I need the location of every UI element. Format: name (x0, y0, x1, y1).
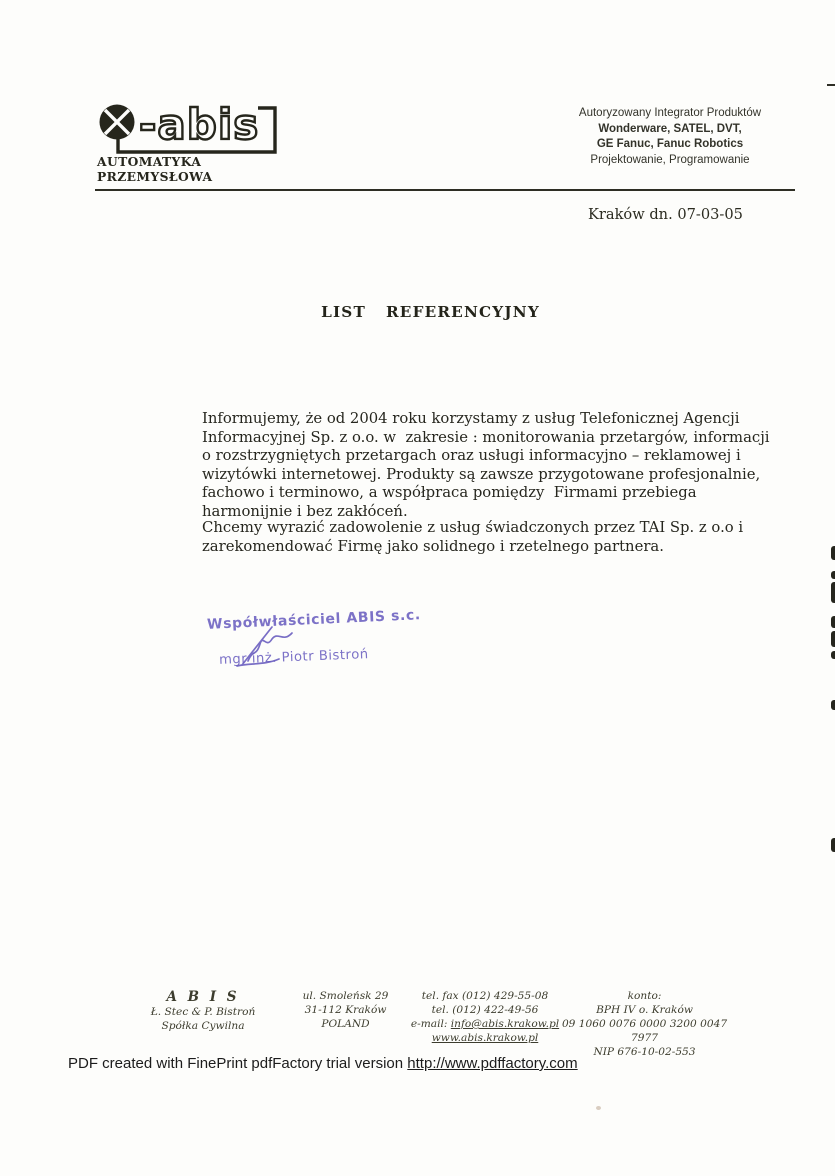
footer-nip: NIP 676-10-02-553 (593, 1046, 696, 1058)
title-word: REFERENCYJNY (385, 303, 540, 321)
logo-caption: AUTOMATYKA PRZEMYSŁOWA (97, 154, 213, 184)
title-word: LIST (321, 303, 366, 321)
footer-email-link[interactable]: info@abis.krakow.pl (450, 1018, 560, 1030)
scan-artifact (831, 651, 835, 659)
footer-city: 31-112 Kraków (304, 1004, 387, 1016)
footer-street: ul. Smoleńsk 29 (302, 990, 389, 1002)
letterhead-line: Autoryzowany Integrator Produktów (578, 107, 762, 119)
abis-logo (95, 98, 285, 158)
logo-wordmark: -abis (139, 100, 260, 149)
body-line: Informujemy, że od 2004 roku korzystamy z usług Telefonicznej Agencji (202, 410, 740, 427)
body-line: Informacyjnej Sp. z o.o. w zakresie : monitorowania przetargów, informacji (202, 428, 770, 446)
letterhead-line: GE Fanuc, Fanuc Robotics (596, 138, 744, 150)
letterhead-line: Wonderware, SATEL, DVT, (598, 122, 742, 135)
pdffactory-link[interactable]: http://www.pdffactory.com (407, 1055, 578, 1072)
stamp-signatory-name: mgr inż. Piotr Bistroń (218, 647, 369, 668)
footer-bank-column (552, 989, 737, 1059)
footer-telfax: tel. fax (012) 429-55-08 (421, 990, 549, 1002)
letter-title (0, 303, 835, 321)
footer-address-column (283, 989, 408, 1031)
stamp-title: Współwłaściciel ABIS s.c. (206, 607, 422, 633)
circle-x-icon (100, 105, 135, 140)
body-line: o rozstrzygniętych przetargach oraz usługi informacyjno – reklamowej i (202, 447, 741, 465)
footer-email-label: e-mail: (410, 1018, 451, 1030)
footer-bank-name: BPH IV o. Kraków (596, 1004, 693, 1016)
letterhead-right-block (540, 106, 800, 168)
scan-artifact (831, 616, 835, 628)
body-paragraph-2 (202, 519, 744, 556)
footer-tel: tel. (012) 422-49-56 (431, 1004, 539, 1016)
footer-contact-column (405, 989, 565, 1045)
body-line: zarekomendować Firmę jako solidnego i rzetelnego partnera. (202, 537, 664, 555)
body-line: Chcemy wyrazić zadowolenie z usług świadczonych przez TAI Sp. z o.o i (202, 519, 744, 536)
footer-company-type: Spółka Cywilna (161, 1020, 245, 1032)
footer-company-name: A B I S (166, 989, 240, 1005)
scan-artifact (596, 1106, 601, 1110)
body-line: fachowo i terminowo, a współpraca pomiędzy Firmami przebiega (202, 484, 697, 502)
body-line: harmonijnie i bez zakłóceń. (202, 502, 408, 520)
scan-artifact (831, 838, 835, 852)
footer-country: POLAND (321, 1018, 370, 1030)
header-divider-line (95, 189, 795, 191)
pdf-creator-notice (68, 1055, 578, 1072)
scan-artifact (831, 546, 835, 560)
body-paragraph-1 (202, 410, 770, 522)
footer-bank-account: 09 1060 0076 0000 3200 0047 7977 (561, 1018, 728, 1044)
scan-artifact (831, 700, 835, 710)
footer-company-owners: Ł. Stec & P. Bistroń (150, 1006, 256, 1018)
date-line: Kraków dn. 07-03-05 (588, 206, 743, 223)
footer-email-line (405, 1017, 565, 1031)
scan-artifact (831, 631, 835, 647)
letterhead-line: Projektowanie, Programowanie (590, 153, 750, 166)
footer-company-column (138, 989, 268, 1033)
body-line: wizytówki internetowej. Produkty są zawsze przygotowane profesjonalnie, (202, 465, 761, 483)
scan-artifact (827, 84, 835, 86)
footer-website-link[interactable]: www.abis.krakow.pl (431, 1032, 539, 1044)
scan-artifact (831, 571, 835, 579)
scan-artifact (831, 582, 835, 603)
footer-bank-label: konto: (627, 990, 662, 1002)
pdf-notice-text: PDF created with FinePrint pdfFactory trial version (68, 1055, 408, 1072)
